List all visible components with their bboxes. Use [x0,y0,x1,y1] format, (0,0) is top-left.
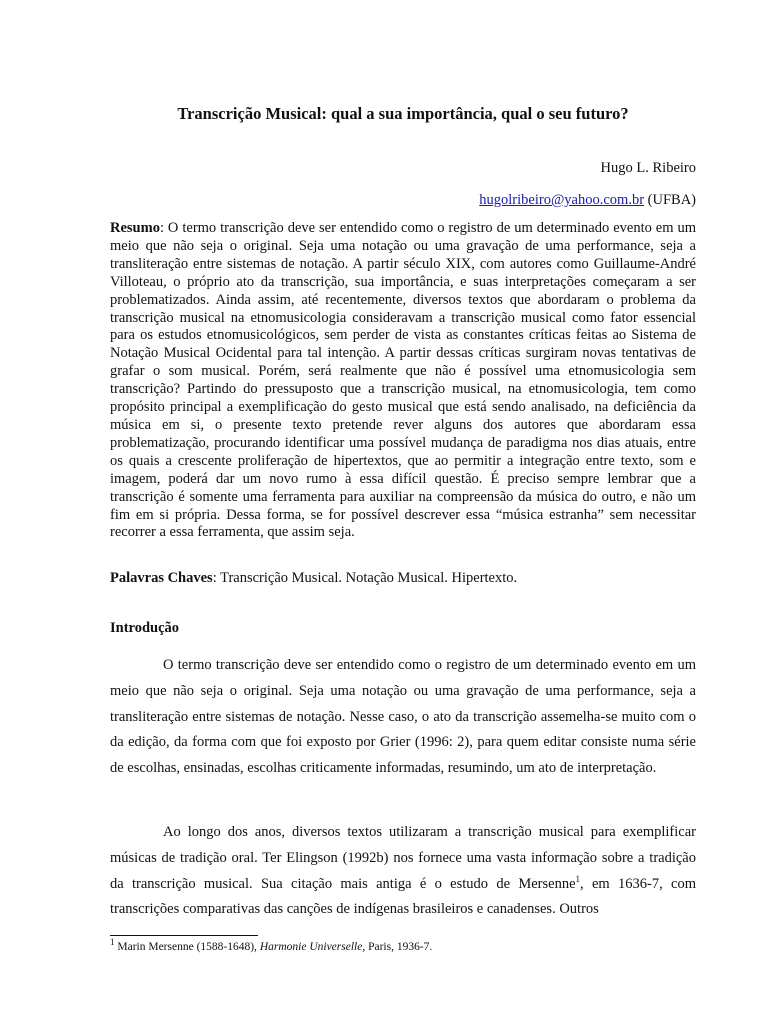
body-paragraph: O termo transcrição deve ser entendido como o registro de um determinado evento em um meio que não seja o original. Seja uma notação ou uma gravação de uma performance, seja a transliteração entre sistemas de notação. Nesse caso, o ato da transcrição assemelha-se muito com o da edição, da forma com que foi exposto por Grier (1996: 2), para quem editar consiste numa série de escolhas, ensinadas, escolhas criticamente informadas, resumindo, um ato de interpretação. [110,657,696,777]
keywords-label: Palavras Chaves [110,570,213,586]
paper-title: Transcrição Musical: qual a sua importância, qual o seu futuro? [177,104,629,123]
keywords [110,570,517,587]
paragraph-text: Ao longo dos anos, diversos textos utilizaram a transcrição musical para exemplificar músicas de tradição oral. Ter Elingson (1992b) nos fornece uma vasta informação sobre a tradição da transcrição musical. Sua citação mais antiga é o estudo de Mersenne [110,824,696,892]
footnote-divider [110,935,258,936]
keywords-text: : Transcrição Musical. Notação Musical. Hipertexto. [212,570,518,586]
footnote-marker: 1 [110,937,115,948]
footnote-title: Harmonie Universelle [259,941,363,953]
abstract [110,220,696,542]
author-email-link[interactable]: hugolribeiro@yahoo.com.br [479,192,645,208]
author-name: Hugo L. Ribeiro [600,160,696,176]
footnote-text: , Paris, 1936-7. [362,941,433,953]
body-paragraph [110,820,696,923]
footnote-text: Marin Mersenne (1588-1648), [114,941,260,953]
footnote [110,937,433,953]
section-heading-introduction: Introdução [110,620,180,636]
author-affiliation: (UFBA) [647,192,696,208]
abstract-label: Resumo [110,220,160,236]
paragraph-text: , em 1636-7, com transcrições comparativas das canções de indígenas brasileiros e canadenses. Outros [110,875,696,918]
author-contact [479,192,696,209]
footnote-reference[interactable]: 1 [575,873,581,884]
abstract-text: : O termo transcrição deve ser entendido como o registro de um determinado evento em um meio que não seja o original. Seja uma notação ou uma gravação de uma performance, seja a transliteração entre sistemas de notação. A partir século XIX, com autores como Guillaume-André Villoteau, o próprio ato da transcrição, sua importância, e suas interpretações começaram a ser problematizados. Ainda assim, até recentemente, diversos textos que abordaram o problema da transcrição musical na etnomusicologia consideravam a transcrição musical como fator essencial para os estudos etnomusicológicos, sem perder de vista as constantes críticas feitas ao Sistema de Notação Musical Ocidental para tal intenção. A partir dessas críticas surgiram novas tentativas de grafar o som musical. Porém, será realmente que não é possível uma etnomusicologia sem transcrição? Partindo do pressuposto que a transcrição musical, na etnomusicologia, tem como propósito principal a exemplificação do gesto musical que está sendo analisado, na deficiência da música em si, o presente texto pretende rever alguns dos autores que abordaram essa problematização, procurando identificar uma possível mudança de paradigma nos dias atuais, entre os quais a crescente proliferação de hipertextos, que ao permitir a integração entre texto, som e imagem, poderá dar um novo rumo à essa difícil questão. É preciso sempre lembrar que a transcrição é somente uma ferramenta para auxiliar na compreensão da música do outro, e não um fim em si própria. Dessa forma, se for possível descrever essa “música estranha” sem necessitar recorrer a essa ferramenta, que assim seja. [110,220,696,541]
